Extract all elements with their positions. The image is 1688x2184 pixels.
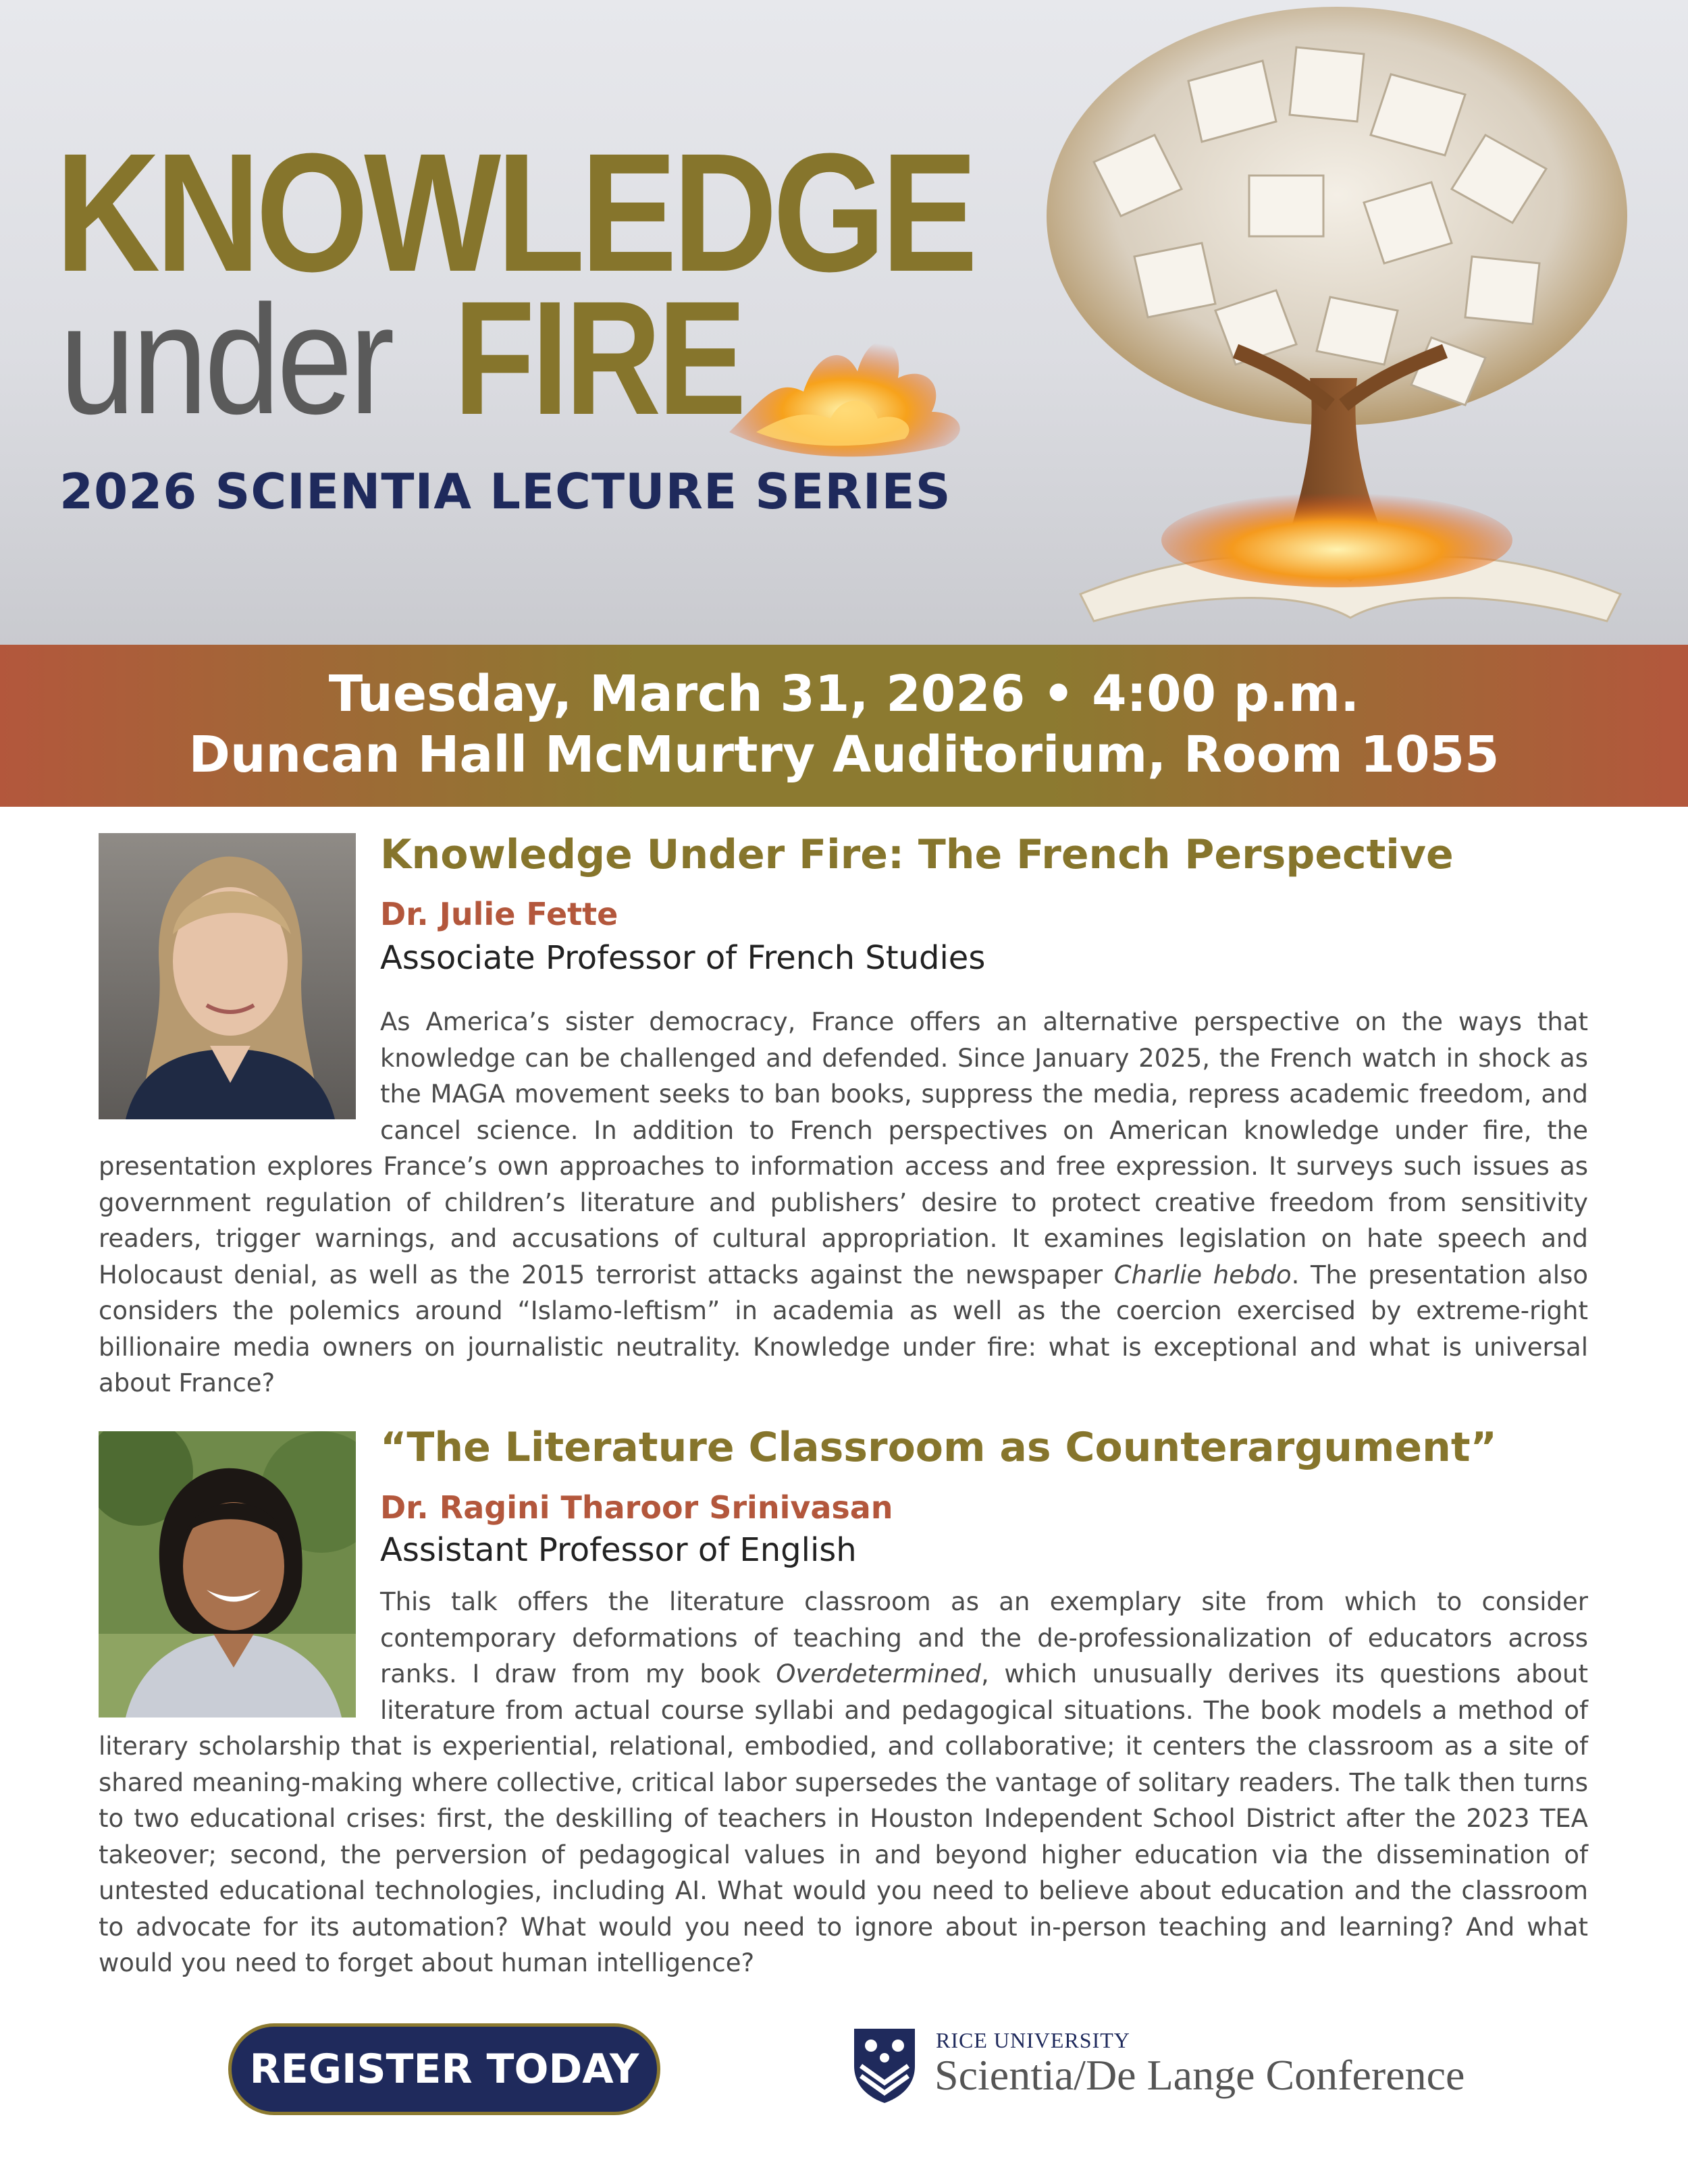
speaker-role-2: Assistant Professor of English bbox=[380, 1531, 857, 1569]
talk-abstract-1 bbox=[99, 1004, 1588, 1402]
abstract-1-italic: Charlie hebdo bbox=[1113, 1260, 1292, 1289]
talk-title-1: Knowledge Under Fire: The French Perspective bbox=[380, 831, 1454, 878]
abstract-2-italic: Overdetermined bbox=[776, 1659, 981, 1688]
hero-banner bbox=[0, 0, 1688, 645]
title-fire: FIRE bbox=[454, 267, 743, 448]
abstract-2-text-a: This talk offers the literature classroom as an exemplary site from which to consider contemporary deformations of teaching and the de-professionalization of educators across ranks. I draw from my book bbox=[380, 1587, 1588, 1688]
event-info-band bbox=[0, 645, 1688, 807]
book-tree-illustration bbox=[1013, 0, 1688, 645]
talk-title-2: “The Literature Classroom as Counterargument” bbox=[380, 1424, 1497, 1471]
abstract-1-text-b: . The presentation also considers the polemics around “Islamo-leftism” in academia as well as the coercion exercised by extreme-right billionaire media owners on journalistic neutrality. Knowledge under fire: what is exceptional and what is universal about France? bbox=[99, 1260, 1588, 1397]
abstract-2-text-b: , which unusually derives its questions about literature from actual course syllabi and pedagogical situations. The book models a method of literary scholarship that is experiential, relational, embodied, and collaborative; it centers the classroom as a site of shared meaning-making where collective, critical labor supersedes the vantage of solitary readers. The talk then turns to two educational crises: first, the deskilling of teachers in Houston Independent School District after the 2023 TEA takeover; second, the perversion of pedagogical values in and beyond higher education via the dissemination of untested educational technologies, including AI. What would you need to believe about education and the classroom to advocate for its automation? What would you need to ignore about in-person teaching and learning? And what would you need to forget about human intelligence? bbox=[99, 1659, 1588, 1977]
speaker-role-1: Associate Professor of French Studies bbox=[380, 939, 986, 977]
speaker-name-1: Dr. Julie Fette bbox=[380, 896, 618, 932]
register-button[interactable]: REGISTER TODAY bbox=[228, 2023, 660, 2115]
title-under: under bbox=[59, 273, 392, 446]
speaker-name-2: Dr. Ragini Tharoor Srinivasan bbox=[380, 1489, 893, 1526]
rice-shield-icon bbox=[851, 2025, 918, 2105]
flame-icon bbox=[716, 297, 986, 473]
series-subtitle: 2026 SCIENTIA LECTURE SERIES bbox=[59, 463, 951, 520]
event-location: Duncan Hall McMurtry Auditorium, Room 1055 bbox=[188, 726, 1500, 784]
talk-abstract-2 bbox=[99, 1584, 1588, 1981]
abstract-1-text-a: As America’s sister democracy, France offers an alternative perspective on the ways that knowledge can be challenged and defended. Since January 2025, the French watch in shock as the MAGA movement seeks to ban books, suppress the media, repress academic freedom, and cancel science. In addition to French perspectives on American knowledge under fire, the presentation explores France’s own approaches to information access and free expression. It surveys such issues as government regulation of children’s literature and publishers’ desire to protect creative freedom from sensitivity readers, trigger warnings, and accusations of cultural appropriation. It examines legislation on hate speech and Holocaust denial, as well as the 2015 terrorist attacks against the newspaper bbox=[99, 1007, 1588, 1289]
org-name: Scientia/De Lange Conference bbox=[934, 2051, 1465, 2099]
event-date-time: Tuesday, March 31, 2026 • 4:00 p.m. bbox=[328, 665, 1360, 723]
org-small-label: RICE UNIVERSITY bbox=[936, 2028, 1130, 2052]
title-knowledge: KNOWLEDGE bbox=[55, 118, 974, 307]
